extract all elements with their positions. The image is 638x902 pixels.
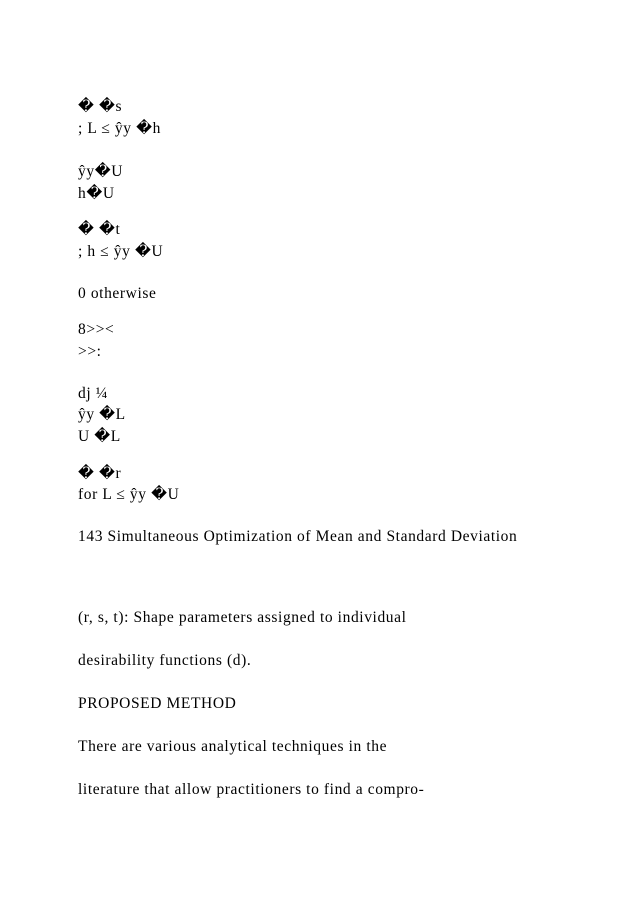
body-text-line: There are various analytical techniques in the xyxy=(78,738,388,755)
formula-fragment-12: U �L xyxy=(78,428,121,445)
body-text-line: (r, s, t): Shape parameters assigned to individual xyxy=(78,609,407,626)
formula-fragment-7: 0 otherwise xyxy=(78,285,157,302)
formula-fragment-10: dj ¼ xyxy=(78,385,108,402)
formula-fragment-8: 8>>< xyxy=(78,321,115,338)
formula-fragment-5: � �t xyxy=(78,221,121,238)
formula-fragment-1: � �s xyxy=(78,98,123,115)
formula-fragment-2: ; L ≤ ŷy �h xyxy=(78,120,161,137)
body-text-line: desirability functions (d). xyxy=(78,652,252,669)
formula-fragment-11: ŷy �L xyxy=(78,406,126,423)
formula-fragment-3: ŷy�U xyxy=(78,163,123,180)
formula-fragment-14: for L ≤ ŷy �U xyxy=(78,486,180,503)
formula-fragment-9: >>: xyxy=(78,343,102,360)
formula-fragment-6: ; h ≤ ŷy �U xyxy=(78,243,164,260)
formula-fragment-4: h�U xyxy=(78,185,115,202)
body-text-line: literature that allow practitioners to find a compro- xyxy=(78,781,425,798)
section-heading: PROPOSED METHOD xyxy=(78,695,237,712)
formula-fragment-13: � �r xyxy=(78,465,122,482)
running-header: 143 Simultaneous Optimization of Mean and Standard Deviation xyxy=(78,528,518,545)
